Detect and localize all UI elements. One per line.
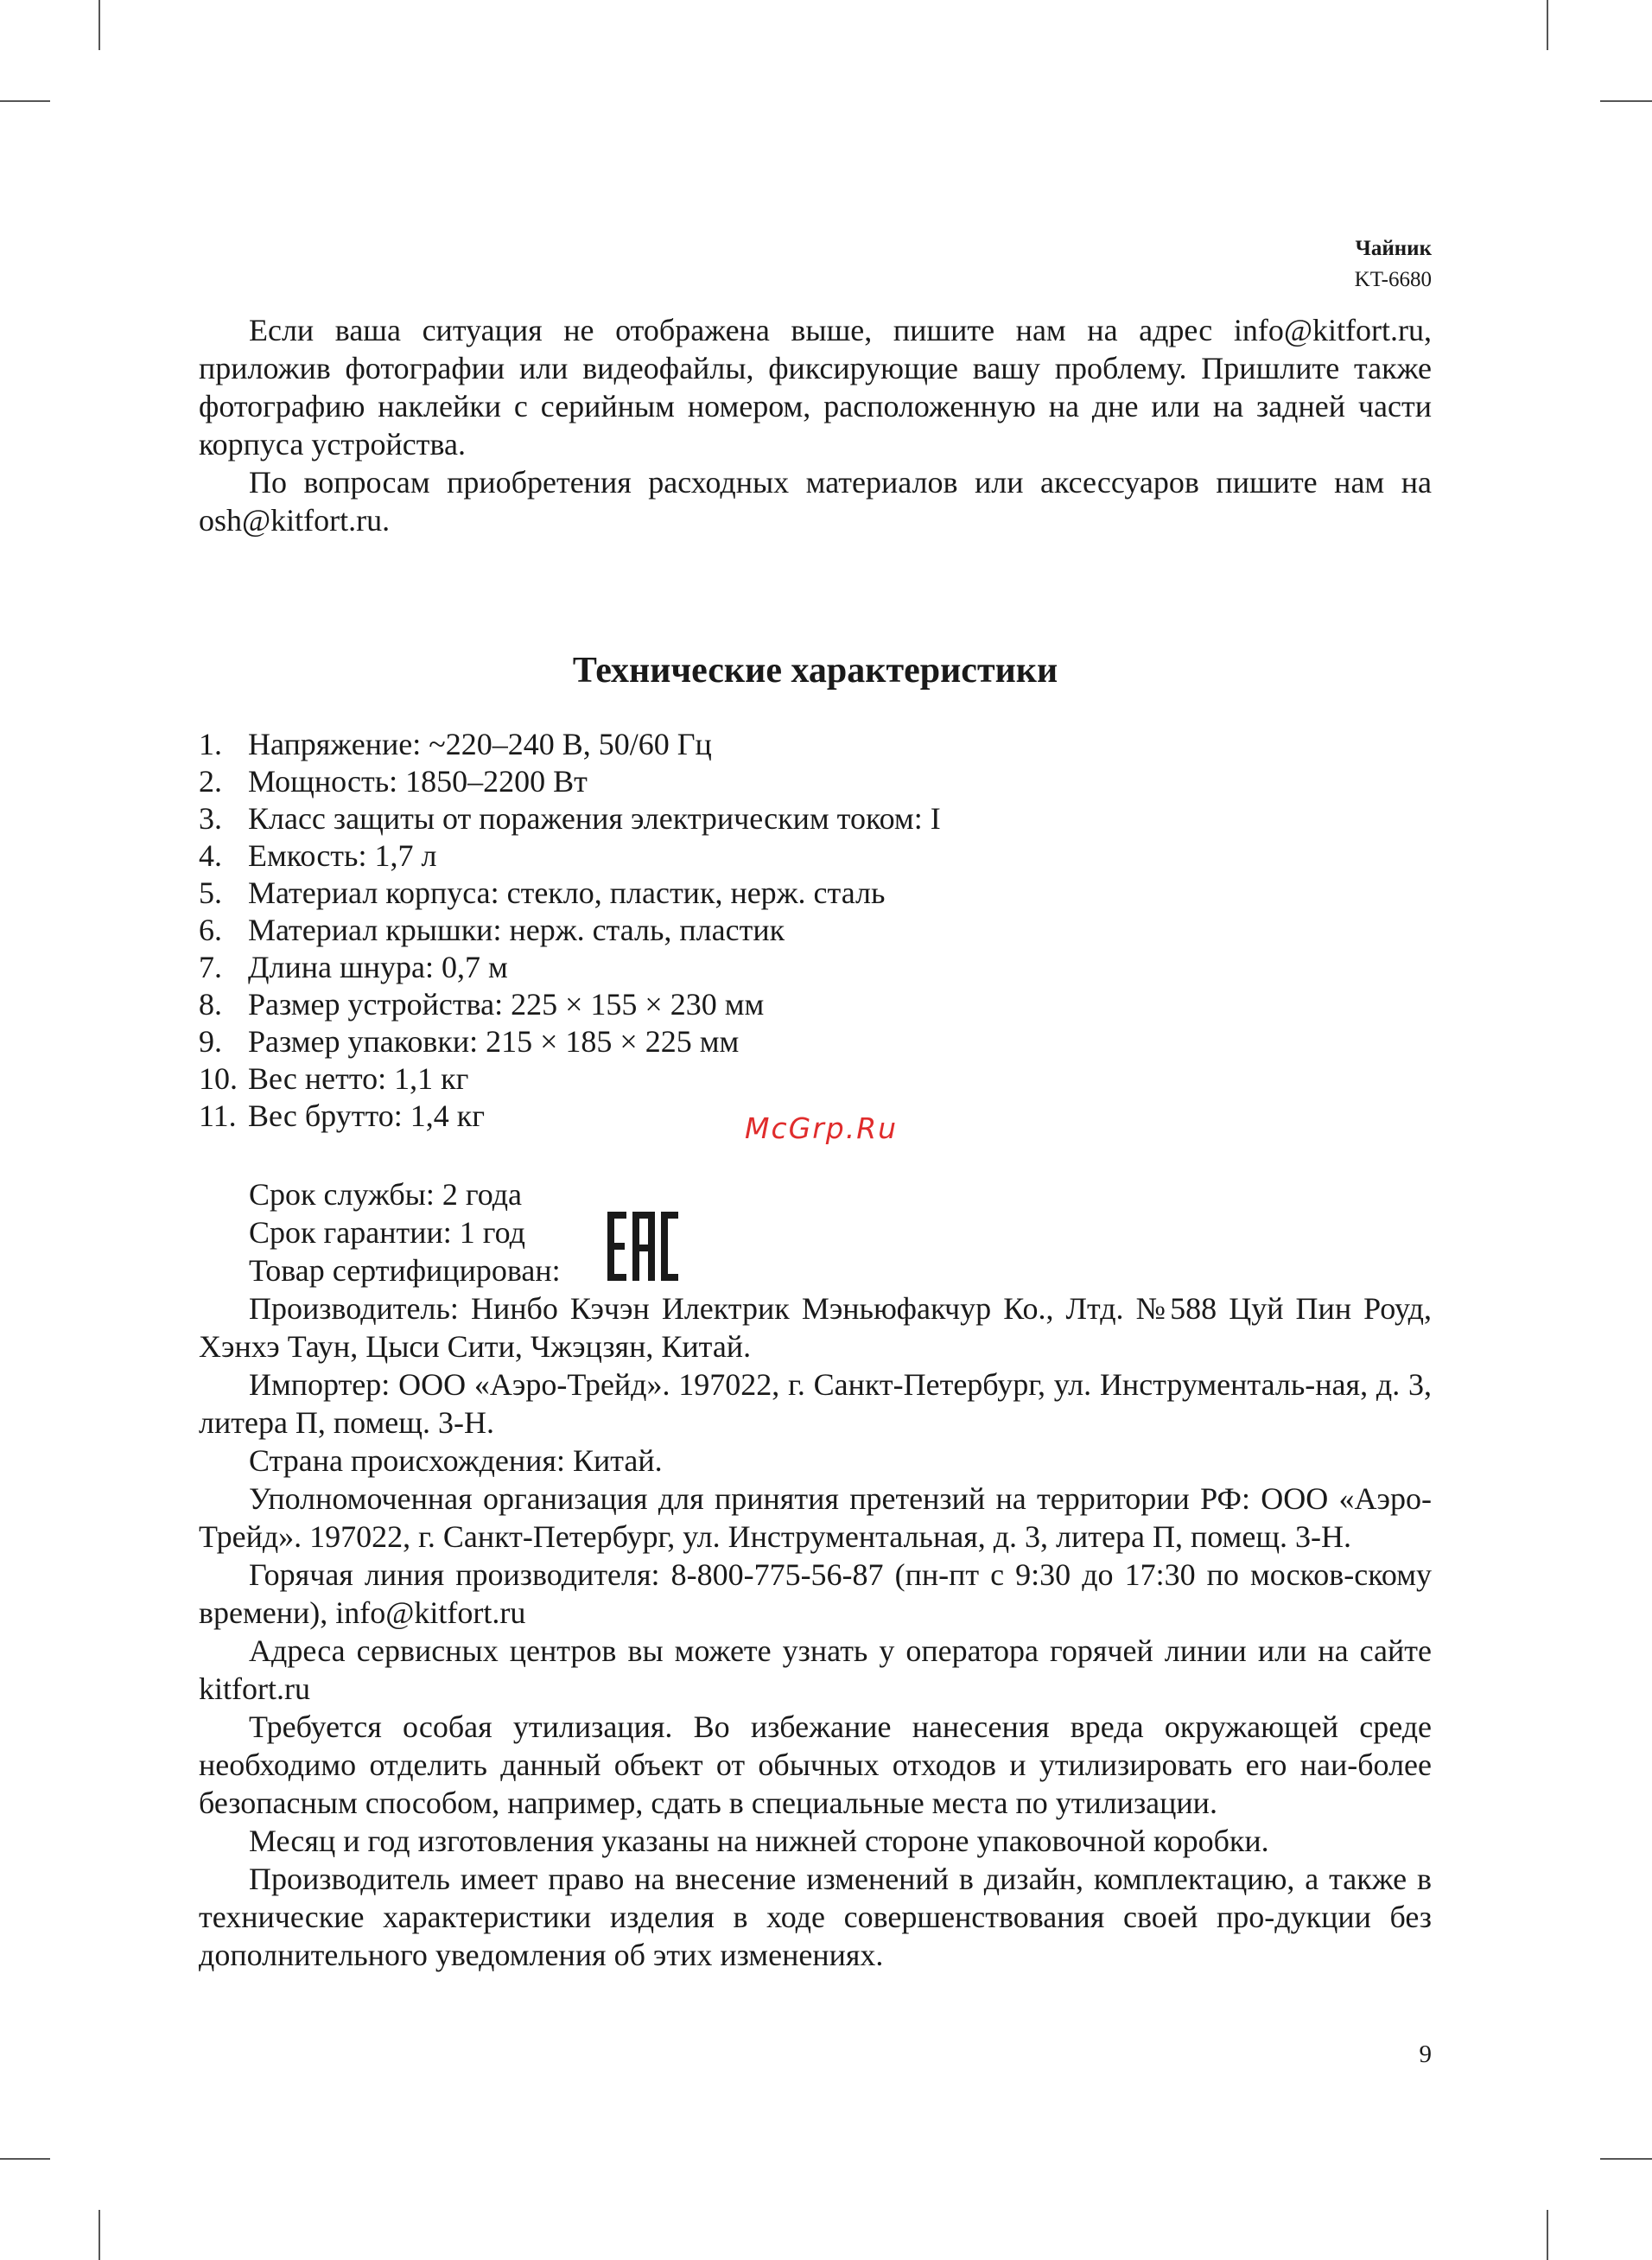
crop-mark-top-right [1547, 0, 1548, 50]
spec-item [199, 837, 1432, 875]
page-number: 9 [1419, 2040, 1432, 2068]
disposal-info: Требуется особая утилизация. Во избежание нанесения вреда окружающей среде необходимо отделить данный объект от обычных отходов и утилизировать его наи-более безопасным способом, например, сдать в специальные места по утилизации. [199, 1709, 1432, 1820]
warranty-period: Срок гарантии: 1 год [249, 1215, 525, 1250]
spec-text: Напряжение: ~220–240 В, 50/60 Гц [248, 727, 712, 761]
spec-item [199, 800, 1432, 837]
spec-number: 9. [199, 1024, 222, 1059]
watermark: McGrp.Ru [745, 1111, 899, 1145]
details-section [199, 1289, 1432, 1974]
spec-text: Материал крышки: нерж. сталь, пластик [248, 913, 785, 947]
spec-item [199, 986, 1432, 1023]
spec-text: Длина шнура: 0,7 м [248, 950, 508, 984]
product-model: KT-6680 [1354, 268, 1432, 291]
spec-item [199, 1060, 1432, 1098]
authorized-organization: Уполномоченная организация для принятия претензий на территории РФ: ООО «Аэро-Трейд». 197022, г. Санкт-Петербург, ул. Инструментальная, д. 3, литера П, помещ. 3-Н. [199, 1481, 1432, 1554]
intro-paragraph-contact: Если ваша ситуация не отображена выше, пишите нам на адрес info@kitfort.ru, приложив фотографии или видеофайлы, фиксирующие вашу проблему. Пришлите также фотографию наклейки с серийным номером, расположенную на дне или на задней части корпуса устройства. [199, 313, 1432, 462]
certified-label: Товар сертифицирован: [249, 1253, 561, 1288]
spec-text: Вес брутто: 1,4 кг [248, 1098, 485, 1133]
spec-item [199, 1023, 1432, 1060]
crop-mark-left-bottom [0, 2158, 50, 2160]
crop-mark-bottom-left [98, 2210, 100, 2260]
manufacturer-info: Производитель: Нинбо Кэчэн Илектрик Мэньюфакчур Ко., Лтд. №588 Цуй Пин Роуд, Хэнхэ Таун, Цыси Сити, Чжэцзян, Китай. [199, 1291, 1432, 1364]
spec-number: 8. [199, 987, 222, 1022]
importer-info: Импортер: ООО «Аэро-Трейд». 197022, г. Санкт-Петербург, ул. Инструменталь-ная, д. 3, литера П, помещ. 3-Н. [199, 1367, 1432, 1440]
spec-number: 10. [199, 1061, 238, 1096]
spec-number: 1. [199, 727, 222, 761]
spec-text: Вес нетто: 1,1 кг [248, 1061, 469, 1096]
spec-item [199, 912, 1432, 949]
crop-mark-bottom-right [1547, 2210, 1548, 2260]
spec-text: Емкость: 1,7 л [248, 838, 437, 873]
spec-number: 3. [199, 801, 222, 836]
spec-number: 7. [199, 950, 222, 984]
hotline-info: Горячая линия производителя: 8-800-775-56-87 (пн-пт с 9:30 до 17:30 по москов-скому времени), info@kitfort.ru [199, 1557, 1432, 1630]
spec-item [199, 875, 1432, 912]
crop-mark-left-top [0, 100, 50, 102]
spec-number: 4. [199, 838, 222, 873]
spec-text: Класс защиты от поражения электрическим током: I [248, 801, 941, 836]
spec-number: 6. [199, 913, 222, 947]
section-heading: Технические характеристики [572, 651, 1058, 691]
crop-mark-top-left [98, 0, 100, 50]
spec-item [199, 763, 1432, 800]
spec-text: Мощность: 1850–2200 Вт [248, 764, 588, 799]
spec-text: Размер упаковки: 215 × 185 × 225 мм [248, 1024, 740, 1059]
spec-text: Размер устройства: 225 × 155 × 230 мм [248, 987, 765, 1022]
crop-mark-right-top [1600, 100, 1652, 102]
service-life: Срок службы: 2 года [249, 1177, 523, 1212]
spec-item [199, 726, 1432, 763]
spec-number: 5. [199, 875, 222, 910]
product-title: Чайник [1355, 237, 1432, 260]
intro-section [199, 311, 1432, 539]
spec-number: 11. [199, 1098, 237, 1133]
spec-number: 2. [199, 764, 222, 799]
service-centers-info: Адреса сервисных центров вы можете узнать у оператора горячей линии или на сайте kitfort.ru [199, 1633, 1432, 1706]
eac-certification-mark-icon [607, 1212, 678, 1281]
spec-list [199, 726, 1432, 1135]
intro-paragraph-accessories: По вопросам приобретения расходных материалов или аксессуаров пишите нам на osh@kitfort.ru. [199, 465, 1432, 538]
country-of-origin: Страна происхождения: Китай. [249, 1443, 663, 1478]
crop-mark-right-bottom [1600, 2158, 1652, 2160]
service-info [249, 1175, 561, 1289]
changes-notice: Производитель имеет право на внесение изменений в дизайн, комплектацию, а также в технические характеристики изделия в ходе совершенствования своей про-дукции без дополнительного уведомления об этих изменениях. [199, 1862, 1432, 1972]
spec-text: Материал корпуса: стекло, пластик, нерж. сталь [248, 875, 886, 910]
spec-item [199, 949, 1432, 986]
manufacture-date-info: Месяц и год изготовления указаны на нижней стороне упаковочной коробки. [249, 1824, 1269, 1858]
running-header [1355, 233, 1432, 296]
